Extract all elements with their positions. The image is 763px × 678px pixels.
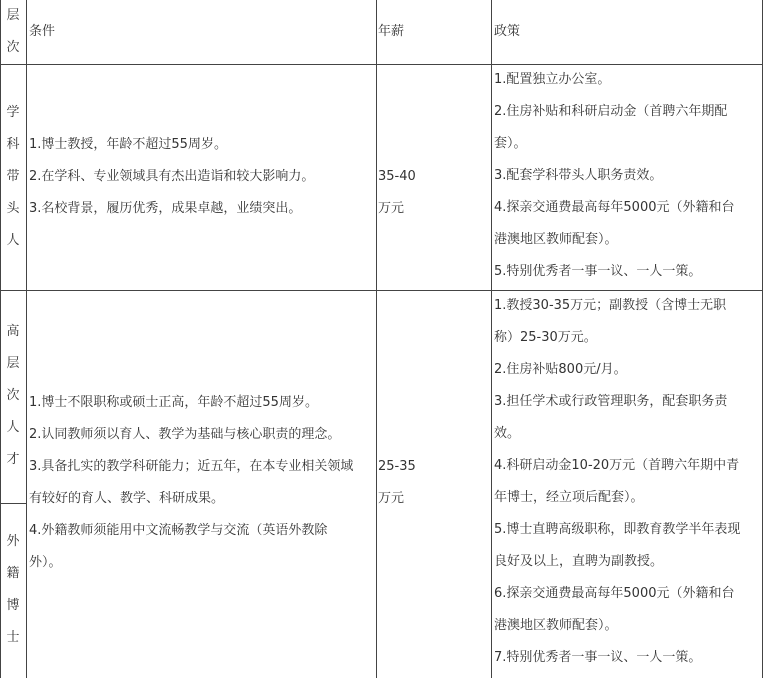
row1-policy-line: 套）。 (494, 136, 527, 151)
row2-level2-char: 籍 (6, 566, 20, 581)
row2-level-char: 高 (6, 324, 20, 339)
row2-policy-line: 6.探亲交通费最高每年5000元（外籍和台 (494, 586, 735, 601)
col-divider-2 (376, 0, 377, 678)
row2-policy-line: 5.博士直聘高级职称，即教育教学半年表现 (494, 522, 741, 537)
row1-salary (378, 161, 416, 225)
row2-policy (494, 290, 740, 674)
row2-policy-line: 称）25-30万元。 (494, 330, 597, 345)
row2-condition-line: 有较好的育人、教学、科研成果。 (29, 491, 225, 506)
row1-conditions (29, 129, 314, 225)
row2-policy-line: 3.担任学术或行政管理职务，配套职务责 (494, 394, 728, 409)
row1-policy-line: 5.特别优秀者一事一议、一人一策。 (494, 264, 702, 279)
row1-condition-line: 2.在学科、专业领域具有杰出造诣和较大影响力。 (29, 169, 315, 184)
row2-level2-char: 博 (6, 598, 20, 613)
row1-policy-line: 2.住房补贴和科研启动金（首聘六年期配 (494, 104, 728, 119)
row2-level-char: 才 (6, 452, 20, 467)
row2-condition-line: 外）。 (29, 555, 62, 570)
row2-condition-line: 3.具备扎实的教学科研能力；近五年，在本专业相关领域 (29, 459, 354, 474)
row1-level-char: 学 (6, 105, 20, 120)
header-level-char: 层 (6, 8, 20, 23)
row2-policy-line: 良好及以上，直聘为副教授。 (494, 554, 664, 569)
row2-salary (378, 451, 416, 515)
row1-level-char: 科 (6, 137, 20, 152)
row2-policy-line: 7.特别优秀者一事一议、一人一策。 (494, 650, 702, 665)
row2-conditions (29, 387, 353, 579)
row2-condition-line: 4.外籍教师须能用中文流畅教学与交流（英语外教除 (29, 523, 328, 538)
row1-policy (494, 64, 735, 288)
row2-level2-char: 外 (6, 534, 20, 549)
row1-condition-line: 3.名校背景，履历优秀，成果卓越，业绩突出。 (29, 201, 302, 216)
row2-policy-line: 效。 (494, 426, 521, 441)
row2-policy-line: 1.教授30-35万元；副教授（含博士无职 (494, 298, 727, 313)
row2-salary-line: 万元 (378, 491, 405, 506)
header-policy: 政策 (494, 24, 521, 39)
row1-policy-line: 4.探亲交通费最高每年5000元（外籍和台 (494, 200, 735, 215)
row2-level2-char: 士 (6, 630, 20, 645)
row2-salary-line: 25-35 (378, 459, 416, 474)
row2-level2 (0, 526, 26, 654)
level-divider (0, 503, 26, 504)
row1-level-char: 头 (6, 201, 20, 216)
row1-level (0, 97, 26, 257)
row1-condition-line: 1.博士教授，年龄不超过55周岁。 (29, 137, 227, 152)
row1-policy-line: 港澳地区教师配套）。 (494, 232, 618, 247)
col-divider-1 (26, 0, 27, 678)
row2-policy-line: 2.住房补贴800元/月。 (494, 362, 627, 377)
row2-policy-line: 4.科研启动金10-20万元（首聘六年期中青 (494, 458, 740, 473)
row2-policy-line: 港澳地区教师配套）。 (494, 618, 618, 633)
row2-level-char: 次 (6, 388, 20, 403)
row1-policy-line: 3.配套学科带头人职务责效。 (494, 168, 663, 183)
row2-level (0, 316, 26, 476)
row1-salary-line: 万元 (378, 201, 405, 216)
row1-policy-line: 1.配置独立办公室。 (494, 72, 611, 87)
row1-level-char: 带 (6, 169, 20, 184)
header-level-char: 次 (6, 40, 20, 55)
row2-level-char: 人 (6, 420, 20, 435)
row2-condition-line: 2.认同教师须以育人、教学为基础与核心职责的理念。 (29, 427, 341, 442)
header-conditions: 条件 (29, 24, 56, 39)
row1-level-char: 人 (6, 233, 20, 248)
row2-condition-line: 1.博士不限职称或硕士正高，年龄不超过55周岁。 (29, 395, 318, 410)
row2-level-char: 层 (6, 356, 20, 371)
row1-salary-line: 35-40 (378, 169, 416, 184)
header-salary: 年薪 (378, 24, 405, 39)
row2-policy-line: 年博士，经立项后配套）。 (494, 490, 644, 505)
header-level (0, 0, 26, 64)
col-divider-3 (491, 0, 492, 678)
